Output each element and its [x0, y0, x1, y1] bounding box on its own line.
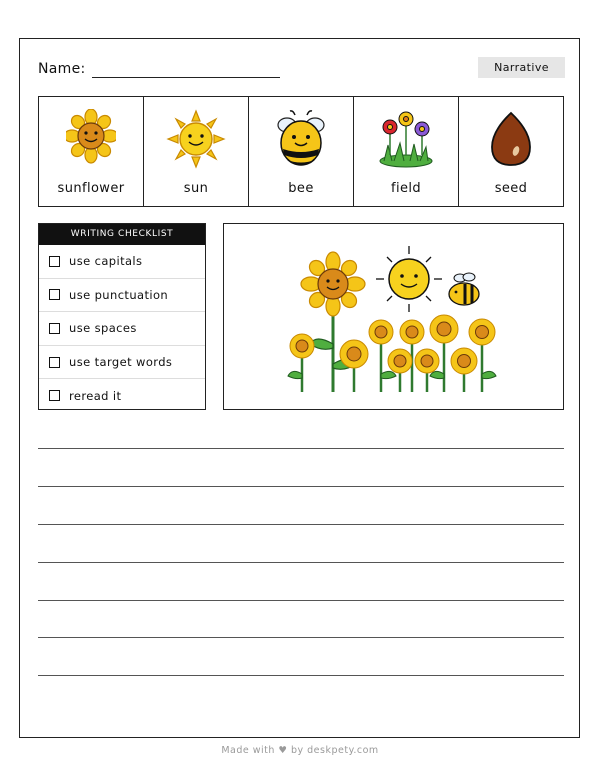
vocab-card-field	[354, 97, 459, 206]
checkbox[interactable]	[49, 323, 60, 334]
checklist-item[interactable]	[39, 245, 205, 279]
vocab-word: sun	[183, 181, 209, 196]
writing-line[interactable]	[38, 600, 564, 601]
seed-icon	[486, 109, 536, 169]
vocab-card-seed	[459, 97, 563, 206]
footer-by: by deskpety.com	[290, 745, 379, 756]
checklist-item-label: use capitals	[69, 254, 143, 269]
writing-line[interactable]	[38, 448, 564, 449]
vocab-word: bee	[288, 181, 314, 196]
sunflower-field-illustration	[224, 224, 562, 408]
picture-prompt	[223, 223, 564, 410]
writing-checklist	[38, 223, 206, 410]
checkbox[interactable]	[49, 357, 60, 368]
checklist-item[interactable]	[39, 346, 205, 380]
checklist-item-label: use target words	[69, 355, 173, 370]
vocab-card-sunflower	[39, 97, 144, 206]
bee-icon	[273, 109, 329, 169]
checklist-title: WRITING CHECKLIST	[39, 224, 205, 245]
vocab-word: sunflower	[57, 181, 125, 196]
heart-icon: ♥	[278, 745, 288, 756]
checkbox[interactable]	[49, 289, 60, 300]
name-field[interactable]	[92, 77, 280, 78]
tall-sunflower	[301, 252, 365, 392]
vocab-card-sun	[144, 97, 249, 206]
vocab-card-bee	[249, 97, 354, 206]
vocab-word: seed	[494, 181, 528, 196]
checklist-item[interactable]	[39, 379, 205, 412]
vocabulary-row	[38, 96, 564, 207]
checkbox[interactable]	[49, 256, 60, 267]
name-label: Name:	[38, 61, 86, 77]
genre-badge: Narrative	[478, 57, 565, 78]
footer-credit	[0, 745, 600, 756]
checklist-item-label: use punctuation	[69, 287, 169, 302]
writing-line[interactable]	[38, 637, 564, 638]
writing-line[interactable]	[38, 524, 564, 525]
checklist-item-label: use spaces	[69, 321, 137, 336]
checklist-item-label: reread it	[69, 388, 122, 403]
checkbox[interactable]	[49, 390, 60, 401]
writing-line[interactable]	[38, 486, 564, 487]
vocab-word: field	[390, 181, 422, 196]
writing-line[interactable]	[38, 562, 564, 563]
sunflower-icon	[66, 109, 116, 169]
footer-made-with: Made with	[221, 745, 275, 756]
checklist-item[interactable]	[39, 279, 205, 313]
writing-line[interactable]	[38, 675, 564, 676]
flower-field-icon	[376, 109, 436, 169]
sun-icon	[166, 109, 226, 169]
checklist-item[interactable]	[39, 312, 205, 346]
worksheet	[19, 38, 580, 738]
